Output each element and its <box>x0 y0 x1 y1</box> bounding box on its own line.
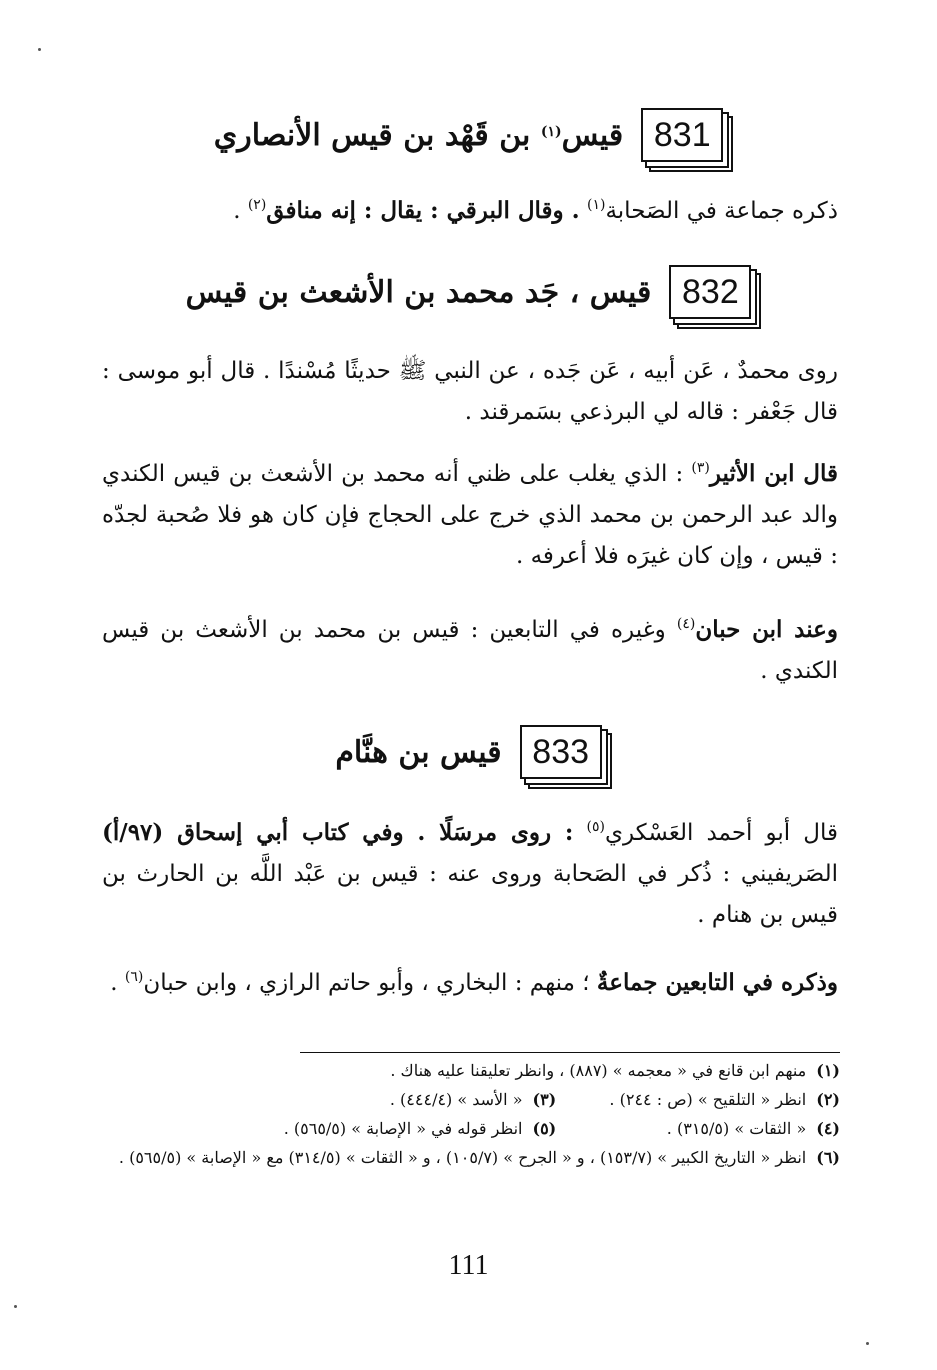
footnote-ref: (٥) <box>586 819 605 835</box>
footnote-number: (٣) <box>532 1090 557 1109</box>
scan-speck <box>866 1342 869 1345</box>
footnote-number: (٥) <box>532 1119 557 1138</box>
footnote-text: انظر قوله في « الإصابة » (٥٦٥/٥) . <box>283 1119 523 1138</box>
footnote-number: (٦) <box>816 1148 840 1167</box>
paragraph-text: : الذي يغلب على ظني أنه محمد بن الأشعث بن قيس الكندي والد عبد الرحمن بن محمد الذي خرج على الحجاج فإن كان هو فلا صُحبة لجدّه : قيس ، وإن كان غيرَه فلا أعرفه . <box>102 461 838 569</box>
entry-number: 833 <box>532 732 590 771</box>
footnote-text: انظر « التلقيح » (ص : ٢٤٤) . <box>609 1090 807 1109</box>
paragraph-bold-text: . وقال البرقي : يقال : إنه منافق <box>266 197 580 224</box>
entry-paragraph <box>102 962 838 1004</box>
footnote-item <box>102 1085 840 1114</box>
paragraph-text: . <box>110 970 118 996</box>
footnote-number: (٤) <box>816 1119 840 1138</box>
page-number: 111 <box>448 1250 489 1281</box>
entry-paragraph <box>102 812 838 936</box>
entry-heading-832 <box>0 265 937 319</box>
entry-heading-833 <box>0 725 937 779</box>
footnote-text: « الأسد » (٤٤٤/٤) . <box>389 1090 523 1109</box>
paragraph-text: قال أبو أحمد العَسْكري <box>604 820 838 846</box>
footnote-number: (٢) <box>816 1090 840 1109</box>
scan-speck <box>14 1305 17 1308</box>
entry-title-name: قيس <box>561 117 624 153</box>
entry-title <box>214 118 624 153</box>
footnote-ref: (٦) <box>124 969 144 985</box>
entry-number-box <box>669 265 751 319</box>
footnote-ref: (١) <box>586 197 606 213</box>
entry-paragraph <box>102 190 838 232</box>
footnote-number: (١) <box>816 1061 840 1080</box>
entry-title-rest: بن قَهْد بن قيس الأنصاري <box>213 117 531 153</box>
paragraph-text: ذكره جماعة في الصَحابة <box>605 198 838 224</box>
footnote-text: « الثقات » (٣١٥/٥) . <box>666 1119 807 1138</box>
footnote-item <box>102 1143 840 1172</box>
entry-number: 832 <box>682 272 739 311</box>
footnote-divider <box>300 1052 840 1053</box>
entry-title: قيس بن هنَّام <box>335 734 502 770</box>
paragraph-text: . <box>233 198 241 224</box>
paragraph-bold-text: : روى مرسَلًا . وفي كتاب أبي إسحاق (٩٧/أ) <box>102 819 574 846</box>
paragraph-bold-text: قال ابن الأثير <box>709 460 839 487</box>
footnote-ref: (٤) <box>676 616 696 632</box>
footnote-ref: (٣) <box>691 460 710 476</box>
paragraph-text: روى محمدٌ ، عَن أبيه ، عَن جَده ، عن النبي ﷺ حديثًا مُسْندًا . قال أبو موسى : قال جَعْفر : قاله لي البرذعي بسَمرقند . <box>102 358 838 425</box>
entry-number-box <box>641 108 723 162</box>
entry-heading-831 <box>0 108 937 162</box>
footnote-ref: (٢) <box>247 197 267 213</box>
paragraph-bold-text: وذكره في التابعين جماعةٌ <box>596 969 838 996</box>
entry-paragraph <box>102 609 838 692</box>
paragraph-text: ؛ منهم : البخاري ، وأبو حاتم الرازي ، وابن حبان <box>143 970 590 996</box>
entry-number-box <box>520 725 602 779</box>
footnotes <box>102 1056 840 1172</box>
paragraph-text: وغيره في التابعين : قيس بن محمد بن الأشعث بن قيس الكندي . <box>102 617 838 684</box>
entry-paragraph <box>102 351 838 433</box>
footnote-item <box>102 1114 840 1143</box>
entry-paragraph <box>102 453 838 577</box>
paragraph-text: الصَريفيني : ذُكر في الصَحابة وروى عنه : قيس بن عَبْد اللَّه بن الحارث بن قيس بن هنام . <box>102 861 838 928</box>
footnote-ref: (١) <box>540 123 562 140</box>
scan-speck <box>38 48 41 51</box>
entry-title: قيس ، جَد محمد بن الأشعث بن قيس <box>185 274 652 310</box>
footnote-text: منهم ابن قانع في « معجمه » (٨٨٧) ، وانظر تعليقنا عليه هناك . <box>390 1061 807 1080</box>
paragraph-bold-text: وعند ابن حبان <box>695 616 839 643</box>
entry-number: 831 <box>653 115 711 154</box>
footnote-item <box>102 1056 840 1085</box>
footnote-text: انظر « التاريخ الكبير » (١٥٣/٧) ، و « الجرح » (١٠٥/٧) ، و « الثقات » (٣١٤/٥) مع « الإصابة » (٥٦٥/٥) . <box>118 1148 807 1167</box>
